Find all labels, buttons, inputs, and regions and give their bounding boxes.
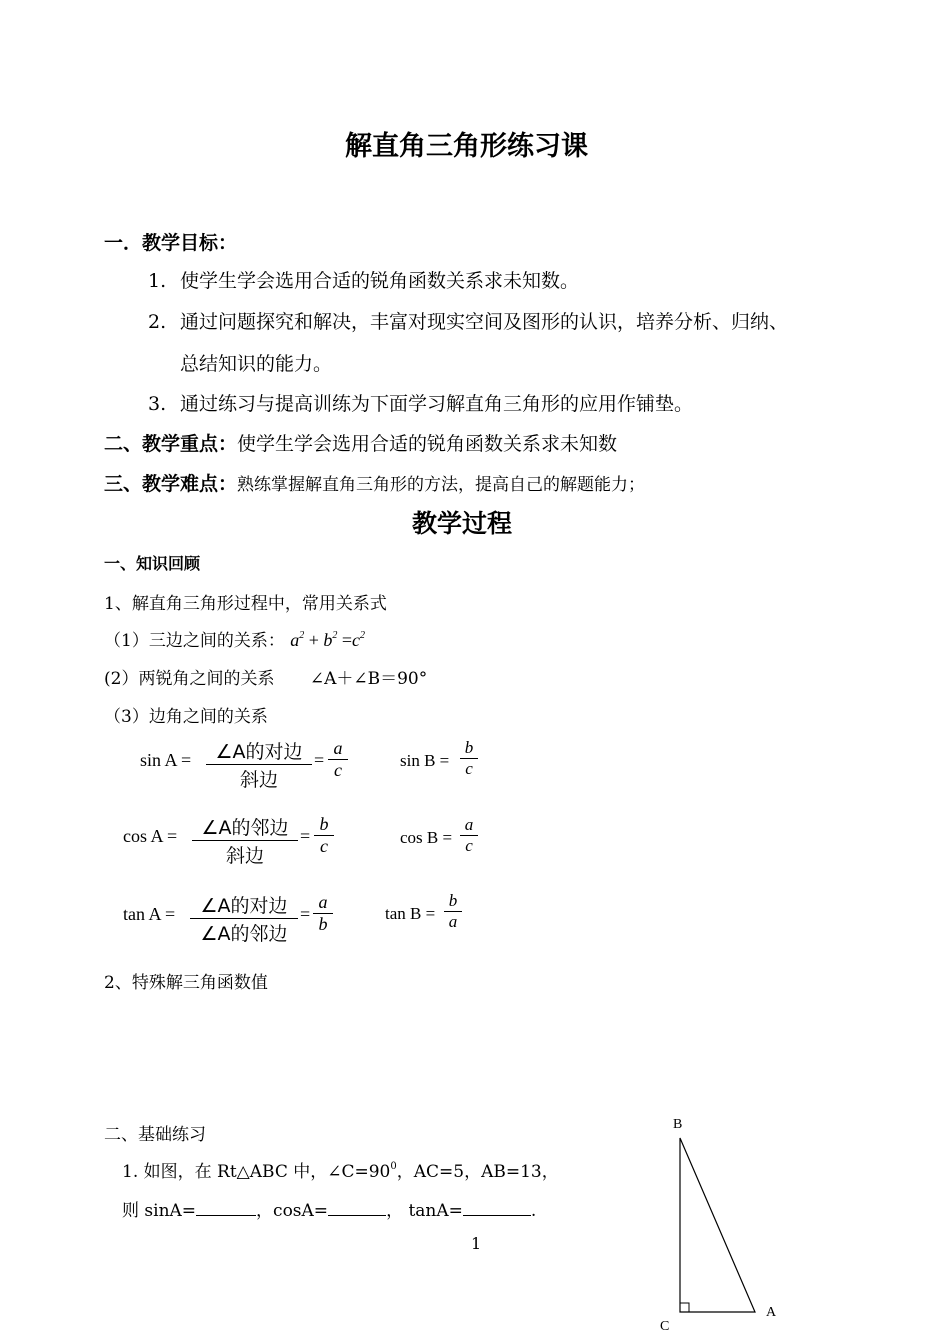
vertex-label-c: C <box>660 1319 670 1334</box>
tan-a-ratio <box>313 892 333 935</box>
tana-answer-blank[interactable] <box>463 1215 531 1216</box>
denominator: 斜边 <box>192 840 298 868</box>
sin-a-word-fraction <box>206 737 312 792</box>
vertex-label-b: B <box>673 1117 683 1132</box>
denominator: c <box>460 835 478 856</box>
practice-heading: 二、基础练习 <box>104 1125 206 1145</box>
review-item-2: 2、特殊解三角函数值 <box>104 973 268 993</box>
denominator: c <box>460 758 478 779</box>
goal-item-2 <box>148 307 788 334</box>
sin-b-ratio <box>460 738 478 779</box>
page-title: 解直角三角形练习课 <box>345 131 588 162</box>
pythagorean-formula <box>290 630 365 650</box>
cosa-answer-blank[interactable] <box>328 1215 386 1216</box>
numerator: b <box>448 891 458 910</box>
question-1-line-1 <box>122 1157 559 1182</box>
var-a: a <box>290 630 300 650</box>
var-c: c <box>352 630 361 650</box>
denominator: c <box>328 759 348 781</box>
q1-degree-sup: 0 <box>390 1161 397 1172</box>
section-difficulties <box>104 469 645 496</box>
numerator: a <box>318 892 328 912</box>
q1-end: . <box>530 1201 537 1221</box>
sin-a-ratio <box>328 738 348 781</box>
goal-number: 3. <box>148 393 167 415</box>
vertex-label-a: A <box>766 1305 777 1320</box>
sin-b-lhs: sin B = <box>400 751 450 770</box>
question-1-line-2 <box>122 1196 536 1221</box>
goal-item-1 <box>148 266 579 293</box>
denominator: a <box>444 911 462 932</box>
page-number: 1 <box>471 1234 482 1253</box>
key-points-heading: 二、教学重点： <box>104 433 238 455</box>
right-triangle-diagram <box>660 1105 800 1340</box>
tan-b-lhs: tan B = <box>385 904 436 923</box>
q1-suffix: ，AC=5，AB=13， <box>396 1162 559 1182</box>
numerator: a <box>464 815 474 834</box>
review-heading: 一、知识回顾 <box>104 554 201 573</box>
cos-b-ratio <box>460 815 478 856</box>
goal-number: 1. <box>148 270 167 292</box>
numerator: ∠A的对边 <box>200 895 288 917</box>
denominator: b <box>313 913 333 935</box>
key-points-text: 使学生学会选用合适的锐角函数关系求未知数 <box>237 433 618 455</box>
difficulties-heading: 三、教学难点： <box>104 473 238 495</box>
sina-answer-blank[interactable] <box>196 1215 256 1216</box>
denominator: ∠A的邻边 <box>190 918 298 946</box>
review-sub-1 <box>104 626 365 651</box>
process-title: 教学过程 <box>412 509 513 538</box>
sub2-label: (2）两锐角之间的关系 <box>104 669 275 689</box>
q1-tana-label: ， tanA= <box>386 1201 463 1221</box>
numerator: ∠A的对边 <box>215 741 303 763</box>
numerator: a <box>333 738 343 758</box>
plus: + <box>308 630 319 650</box>
difficulties-text: 熟练掌握解直角三角形的方法，提高自己的解题能力； <box>237 475 646 495</box>
right-angle-marker <box>680 1303 689 1312</box>
goal-text: 通过练习与提高训练为下面学习解直角三角形的应用作铺垫。 <box>180 393 694 415</box>
section-teaching-goals-heading: 一．教学目标： <box>104 232 238 254</box>
goal-item-3 <box>148 389 693 416</box>
review-item-1: 1、解直角三角形过程中，常用关系式 <box>104 594 387 614</box>
exp: 2 <box>332 630 338 641</box>
equals: = <box>341 630 353 650</box>
cos-a-lhs: cos A = <box>123 826 178 846</box>
tan-a-lhs: tan A = <box>123 904 176 924</box>
cos-a-eq: = <box>300 826 311 846</box>
exp: 2 <box>360 630 366 641</box>
cos-a-ratio <box>314 814 334 857</box>
q1-cosa-label: ，cosA= <box>256 1201 329 1221</box>
var-b: b <box>323 630 333 650</box>
exp: 2 <box>299 630 305 641</box>
numerator: ∠A的邻边 <box>201 817 289 839</box>
numerator: b <box>464 738 474 757</box>
review-sub-3: （3）边角之间的关系 <box>104 707 268 727</box>
section-key-points <box>104 429 617 456</box>
review-sub-2 <box>104 664 427 689</box>
denominator: 斜边 <box>206 764 312 792</box>
goal-text: 使学生学会选用合适的锐角函数关系求未知数。 <box>180 270 580 292</box>
goal-number: 2. <box>148 311 167 333</box>
sin-a-eq: = <box>314 750 325 770</box>
q1-sina-label: 则 sinA= <box>122 1201 197 1221</box>
tan-a-eq: = <box>300 904 311 924</box>
angle-sum-formula: ∠A＋∠B＝90° <box>309 669 428 689</box>
denominator: c <box>314 835 334 857</box>
cos-a-word-fraction <box>192 813 298 868</box>
triangle-shape <box>680 1138 755 1312</box>
goal-text: 通过问题探究和解决，丰富对现实空间及图形的认识，培养分析、归纳、 <box>180 311 789 333</box>
numerator: b <box>319 814 329 834</box>
tan-a-word-fraction <box>190 891 298 946</box>
q1-prefix: 1. 如图，在 Rt△ABC 中，∠C=90 <box>122 1162 391 1182</box>
sub1-label: （1）三边之间的关系： <box>104 631 285 651</box>
cos-b-lhs: cos B = <box>400 828 453 847</box>
sin-a-lhs: sin A = <box>140 750 192 770</box>
tan-b-ratio <box>444 891 462 932</box>
goal-item-2-continuation: 总结知识的能力。 <box>180 353 333 375</box>
